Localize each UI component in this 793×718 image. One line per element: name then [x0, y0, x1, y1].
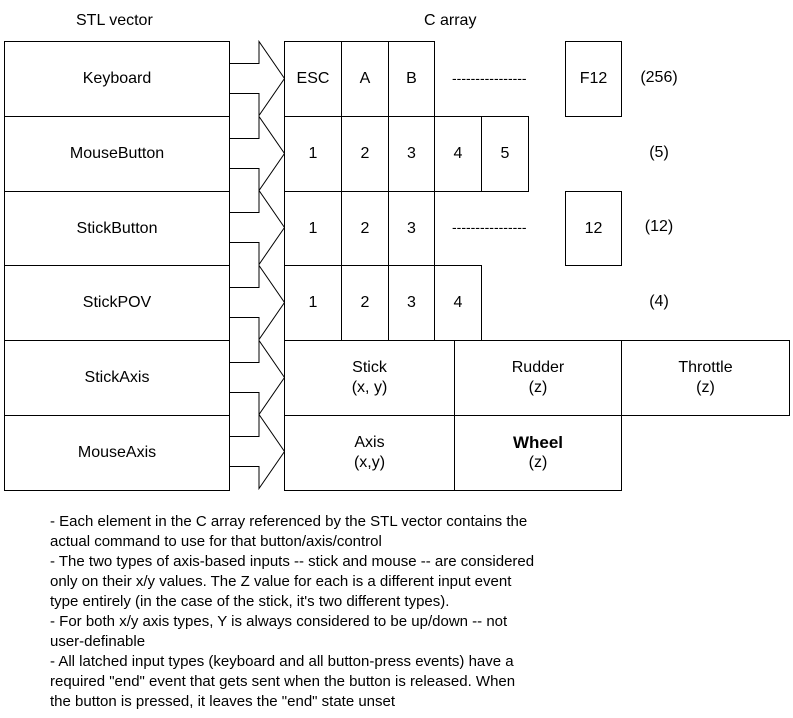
stl-row-stickaxis — [4, 340, 230, 416]
stl-row-stickpov — [4, 265, 230, 341]
note-line: required "end" event that gets sent when the button is released. When — [50, 673, 516, 690]
ellipsis-dashes: ---------------- — [452, 219, 527, 235]
array-count: (4) — [649, 293, 669, 310]
stl-row-mousebutton — [4, 116, 230, 192]
array-cell: 2 — [341, 116, 389, 192]
note-line: type entirely (in the case of the stick, it's two different types). — [50, 593, 450, 610]
axis-name: Axis — [354, 434, 385, 451]
arrow-stickpov — [229, 266, 285, 340]
axis-name: Wheel — [512, 433, 564, 452]
note-line: - Each element in the C array referenced by the STL vector contains the — [50, 513, 528, 530]
array-cell: 4 — [434, 116, 482, 192]
stl-label: StickButton — [76, 219, 158, 237]
array-cell-last: F12 — [565, 41, 622, 117]
axis-sub: (x, y) — [351, 379, 388, 396]
stl-row-stickbutton — [4, 191, 230, 266]
array-cell: 1 — [284, 191, 342, 266]
array-cell: 2 — [341, 191, 389, 266]
note-line: - For both x/y axis types, Y is always considered to be up/down -- not — [50, 613, 508, 630]
axis-name: Throttle — [678, 359, 733, 376]
axis-cell-axis — [284, 415, 455, 491]
notes-block — [50, 512, 610, 712]
arrow-stickbutton — [229, 191, 285, 265]
note-line: the button is pressed, it leaves the "end" state unset — [50, 693, 396, 710]
array-cell: 1 — [284, 265, 342, 341]
axis-sub: (z) — [696, 379, 715, 396]
stl-label: StickPOV — [82, 294, 152, 311]
array-cell: 3 — [388, 116, 435, 192]
array-cell-last: 12 — [565, 191, 622, 266]
axis-sub: (x,y) — [353, 454, 386, 471]
axis-sub: (z) — [528, 379, 548, 396]
axis-cell-throttle — [621, 340, 790, 416]
arrow-stickaxis — [229, 341, 285, 415]
note-line: - All latched input types (keyboard and all button-press events) have a — [50, 653, 514, 670]
note-line: actual command to use for that button/axis/control — [50, 533, 382, 550]
stl-label: Keyboard — [82, 70, 152, 87]
array-cell: 2 — [341, 265, 389, 341]
arrow-mouseaxis — [229, 415, 285, 489]
stl-row-mouseaxis — [4, 415, 230, 491]
array-cell: A — [341, 41, 389, 117]
note-line: only on their x/y values. The Z value for each is a different input event — [50, 573, 512, 590]
axis-cell-stick — [284, 340, 455, 416]
axis-name: Stick — [352, 359, 387, 376]
axis-sub: (z) — [528, 454, 548, 471]
note-line: - The two types of axis-based inputs -- stick and mouse -- are considered — [50, 553, 535, 570]
arrow-mousebutton — [229, 117, 285, 191]
array-cell: B — [388, 41, 435, 117]
ellipsis-dashes: ---------------- — [452, 70, 527, 86]
array-count: (12) — [644, 218, 674, 235]
array-cell: 3 — [388, 265, 435, 341]
axis-cell-rudder — [454, 340, 622, 416]
array-cell: 4 — [434, 265, 482, 341]
note-line: user-definable — [50, 633, 146, 650]
stl-label: StickAxis — [84, 369, 150, 386]
array-cell: 1 — [284, 116, 342, 192]
array-cell: ESC — [284, 41, 342, 117]
array-cell: 3 — [388, 191, 435, 266]
stl-vector-header: STL vector — [76, 12, 153, 29]
stl-label: MouseAxis — [77, 444, 157, 461]
c-array-header: C array — [424, 12, 477, 29]
stl-label: MouseButton — [69, 145, 165, 162]
axis-name: Rudder — [511, 359, 565, 376]
axis-cell-wheel — [454, 415, 622, 491]
array-count: (256) — [640, 69, 678, 86]
array-cell: 5 — [481, 116, 529, 192]
array-count: (5) — [649, 144, 669, 161]
arrow-keyboard — [229, 42, 285, 116]
stl-row-keyboard — [4, 41, 230, 117]
